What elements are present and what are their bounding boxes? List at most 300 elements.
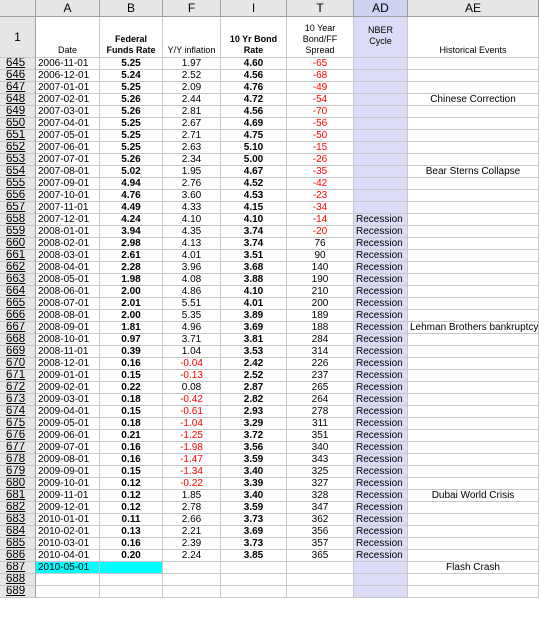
cell-federal-funds-rate[interactable]: 0.15: [100, 370, 163, 382]
cell-spread[interactable]: -70: [287, 106, 354, 118]
cell-historical-event[interactable]: [408, 214, 539, 226]
cell-historical-event[interactable]: Flash Crash: [408, 562, 539, 574]
cell-historical-event[interactable]: [408, 154, 539, 166]
cell-10yr-bond-rate[interactable]: 4.67: [221, 166, 287, 178]
cell-10yr-bond-rate[interactable]: 4.76: [221, 82, 287, 94]
cell-federal-funds-rate[interactable]: 5.26: [100, 94, 163, 106]
cell-historical-event[interactable]: [408, 358, 539, 370]
cell-10yr-bond-rate[interactable]: 3.68: [221, 262, 287, 274]
cell-yy-inflation[interactable]: 5.51: [163, 298, 221, 310]
row-header[interactable]: 675: [0, 418, 36, 430]
header-bond-ff-spread[interactable]: [287, 17, 354, 58]
row-header[interactable]: 646: [0, 70, 36, 82]
cell-yy-inflation[interactable]: 4.13: [163, 238, 221, 250]
header-date[interactable]: Date: [36, 17, 100, 58]
cell-yy-inflation[interactable]: 2.66: [163, 514, 221, 526]
cell-date[interactable]: 2007-09-01: [36, 178, 100, 190]
row-header[interactable]: 659: [0, 226, 36, 238]
cell-date[interactable]: 2007-04-01: [36, 118, 100, 130]
cell-yy-inflation[interactable]: 3.60: [163, 190, 221, 202]
cell-date[interactable]: 2008-10-01: [36, 334, 100, 346]
cell-spread[interactable]: 264: [287, 394, 354, 406]
header-nber-cycle[interactable]: NBER Cycle: [354, 17, 408, 58]
cell-federal-funds-rate[interactable]: 5.26: [100, 154, 163, 166]
row-header[interactable]: 660: [0, 238, 36, 250]
cell-historical-event[interactable]: [408, 466, 539, 478]
cell-historical-event[interactable]: [408, 250, 539, 262]
cell-nber-cycle[interactable]: Recession: [354, 310, 408, 322]
row-header[interactable]: 669: [0, 346, 36, 358]
row-header[interactable]: 687: [0, 562, 36, 574]
cell-date[interactable]: 2009-09-01: [36, 466, 100, 478]
cell-historical-event[interactable]: [408, 142, 539, 154]
cell-historical-event[interactable]: [408, 178, 539, 190]
cell-federal-funds-rate[interactable]: 0.21: [100, 430, 163, 442]
cell-10yr-bond-rate[interactable]: 4.15: [221, 202, 287, 214]
cell-nber-cycle[interactable]: Recession: [354, 490, 408, 502]
cell-yy-inflation[interactable]: -1.47: [163, 454, 221, 466]
row-header[interactable]: 688: [0, 574, 36, 586]
cell-10yr-bond-rate[interactable]: 4.60: [221, 58, 287, 70]
header-yy-inflation[interactable]: Y/Y inflation: [163, 17, 221, 58]
cell-spread[interactable]: [287, 562, 354, 574]
cell-federal-funds-rate[interactable]: 0.16: [100, 538, 163, 550]
row-header[interactable]: 645: [0, 58, 36, 70]
cell-10yr-bond-rate[interactable]: 2.42: [221, 358, 287, 370]
cell-yy-inflation[interactable]: [163, 574, 221, 586]
cell-nber-cycle[interactable]: Recession: [354, 250, 408, 262]
cell-federal-funds-rate[interactable]: 5.26: [100, 106, 163, 118]
cell-spread[interactable]: -23: [287, 190, 354, 202]
cell-nber-cycle[interactable]: Recession: [354, 394, 408, 406]
cell-federal-funds-rate[interactable]: 2.28: [100, 262, 163, 274]
cell-spread[interactable]: -26: [287, 154, 354, 166]
cell-federal-funds-rate[interactable]: 2.00: [100, 286, 163, 298]
cell-nber-cycle[interactable]: Recession: [354, 430, 408, 442]
cell-spread[interactable]: 357: [287, 538, 354, 550]
row-header[interactable]: 673: [0, 394, 36, 406]
column-header-ae[interactable]: AE: [408, 0, 539, 17]
cell-10yr-bond-rate[interactable]: 3.40: [221, 490, 287, 502]
cell-federal-funds-rate[interactable]: 0.11: [100, 514, 163, 526]
cell-nber-cycle[interactable]: [354, 106, 408, 118]
cell-10yr-bond-rate[interactable]: 3.74: [221, 238, 287, 250]
row-header[interactable]: 682: [0, 502, 36, 514]
cell-yy-inflation[interactable]: 4.01: [163, 250, 221, 262]
cell-nber-cycle[interactable]: [354, 562, 408, 574]
cell-spread[interactable]: 311: [287, 418, 354, 430]
cell-nber-cycle[interactable]: [354, 82, 408, 94]
cell-10yr-bond-rate[interactable]: 4.69: [221, 118, 287, 130]
cell-10yr-bond-rate[interactable]: 3.59: [221, 502, 287, 514]
column-header-b[interactable]: B: [100, 0, 163, 17]
cell-date[interactable]: 2007-10-01: [36, 190, 100, 202]
row-header[interactable]: 680: [0, 478, 36, 490]
cell-nber-cycle[interactable]: [354, 130, 408, 142]
cell-10yr-bond-rate[interactable]: 3.72: [221, 430, 287, 442]
cell-federal-funds-rate[interactable]: 4.49: [100, 202, 163, 214]
cell-spread[interactable]: -56: [287, 118, 354, 130]
cell-historical-event[interactable]: [408, 574, 539, 586]
cell-yy-inflation[interactable]: -0.04: [163, 358, 221, 370]
cell-nber-cycle[interactable]: Recession: [354, 262, 408, 274]
cell-yy-inflation[interactable]: 2.44: [163, 94, 221, 106]
cell-spread[interactable]: -35: [287, 166, 354, 178]
cell-federal-funds-rate[interactable]: 2.00: [100, 310, 163, 322]
cell-date[interactable]: 2008-12-01: [36, 358, 100, 370]
row-header[interactable]: 672: [0, 382, 36, 394]
row-header[interactable]: 665: [0, 298, 36, 310]
row-header[interactable]: 648: [0, 94, 36, 106]
cell-federal-funds-rate[interactable]: 0.12: [100, 502, 163, 514]
cell-spread[interactable]: [287, 586, 354, 598]
column-header-a[interactable]: A: [36, 0, 100, 17]
cell-10yr-bond-rate[interactable]: 3.69: [221, 526, 287, 538]
cell-nber-cycle[interactable]: Recession: [354, 418, 408, 430]
cell-10yr-bond-rate[interactable]: [221, 562, 287, 574]
row-header[interactable]: 671: [0, 370, 36, 382]
row-header[interactable]: 668: [0, 334, 36, 346]
cell-yy-inflation[interactable]: -0.42: [163, 394, 221, 406]
cell-federal-funds-rate[interactable]: 4.94: [100, 178, 163, 190]
cell-10yr-bond-rate[interactable]: 3.53: [221, 346, 287, 358]
row-header[interactable]: 664: [0, 286, 36, 298]
row-header[interactable]: 676: [0, 430, 36, 442]
cell-date[interactable]: 2009-08-01: [36, 454, 100, 466]
cell-10yr-bond-rate[interactable]: 5.00: [221, 154, 287, 166]
row-header[interactable]: 679: [0, 466, 36, 478]
cell-nber-cycle[interactable]: [354, 70, 408, 82]
cell-nber-cycle[interactable]: Recession: [354, 526, 408, 538]
cell-yy-inflation[interactable]: 3.96: [163, 262, 221, 274]
cell-spread[interactable]: 356: [287, 526, 354, 538]
cell-10yr-bond-rate[interactable]: 4.53: [221, 190, 287, 202]
cell-federal-funds-rate[interactable]: 3.94: [100, 226, 163, 238]
cell-spread[interactable]: 200: [287, 298, 354, 310]
cell-historical-event[interactable]: [408, 310, 539, 322]
cell-10yr-bond-rate[interactable]: 4.10: [221, 286, 287, 298]
cell-historical-event[interactable]: Chinese Correction: [408, 94, 539, 106]
cell-historical-event[interactable]: [408, 346, 539, 358]
cell-historical-event[interactable]: [408, 586, 539, 598]
cell-spread[interactable]: 314: [287, 346, 354, 358]
cell-federal-funds-rate[interactable]: 4.24: [100, 214, 163, 226]
cell-yy-inflation[interactable]: 2.63: [163, 142, 221, 154]
cell-yy-inflation[interactable]: 0.08: [163, 382, 221, 394]
row-header[interactable]: 686: [0, 550, 36, 562]
cell-spread[interactable]: 226: [287, 358, 354, 370]
cell-10yr-bond-rate[interactable]: 3.73: [221, 538, 287, 550]
cell-spread[interactable]: -54: [287, 94, 354, 106]
cell-date[interactable]: 2008-07-01: [36, 298, 100, 310]
cell-date[interactable]: [36, 586, 100, 598]
cell-federal-funds-rate[interactable]: 2.98: [100, 238, 163, 250]
cell-historical-event[interactable]: [408, 334, 539, 346]
cell-nber-cycle[interactable]: [354, 118, 408, 130]
cell-date[interactable]: 2008-08-01: [36, 310, 100, 322]
cell-yy-inflation[interactable]: -0.22: [163, 478, 221, 490]
cell-yy-inflation[interactable]: -1.04: [163, 418, 221, 430]
cell-spread[interactable]: 284: [287, 334, 354, 346]
cell-spread[interactable]: [287, 574, 354, 586]
cell-nber-cycle[interactable]: Recession: [354, 442, 408, 454]
cell-federal-funds-rate[interactable]: 0.20: [100, 550, 163, 562]
cell-10yr-bond-rate[interactable]: 4.75: [221, 130, 287, 142]
cell-spread[interactable]: 90: [287, 250, 354, 262]
row-header[interactable]: 652: [0, 142, 36, 154]
cell-historical-event[interactable]: [408, 238, 539, 250]
cell-10yr-bond-rate[interactable]: 3.89: [221, 310, 287, 322]
row-header-1[interactable]: 1: [0, 17, 36, 58]
cell-date[interactable]: 2010-03-01: [36, 538, 100, 550]
cell-yy-inflation[interactable]: 1.04: [163, 346, 221, 358]
cell-federal-funds-rate[interactable]: 0.22: [100, 382, 163, 394]
cell-date[interactable]: 2010-02-01: [36, 526, 100, 538]
cell-federal-funds-rate[interactable]: [100, 586, 163, 598]
cell-spread[interactable]: -20: [287, 226, 354, 238]
cell-historical-event[interactable]: [408, 106, 539, 118]
cell-federal-funds-rate[interactable]: 5.25: [100, 130, 163, 142]
cell-federal-funds-rate[interactable]: 0.12: [100, 478, 163, 490]
cell-spread[interactable]: 278: [287, 406, 354, 418]
cell-10yr-bond-rate[interactable]: 4.72: [221, 94, 287, 106]
cell-yy-inflation[interactable]: 4.86: [163, 286, 221, 298]
cell-federal-funds-rate[interactable]: [100, 562, 163, 574]
row-header[interactable]: 677: [0, 442, 36, 454]
cell-federal-funds-rate[interactable]: 5.25: [100, 58, 163, 70]
cell-federal-funds-rate[interactable]: 0.18: [100, 418, 163, 430]
cell-spread[interactable]: 189: [287, 310, 354, 322]
cell-nber-cycle[interactable]: [354, 142, 408, 154]
cell-nber-cycle[interactable]: [354, 202, 408, 214]
cell-date[interactable]: 2007-03-01: [36, 106, 100, 118]
cell-federal-funds-rate[interactable]: [100, 574, 163, 586]
cell-yy-inflation[interactable]: 1.95: [163, 166, 221, 178]
cell-historical-event[interactable]: [408, 418, 539, 430]
column-header-f[interactable]: F: [163, 0, 221, 17]
cell-historical-event[interactable]: [408, 118, 539, 130]
cell-nber-cycle[interactable]: Recession: [354, 274, 408, 286]
cell-yy-inflation[interactable]: 3.71: [163, 334, 221, 346]
row-header[interactable]: 658: [0, 214, 36, 226]
cell-10yr-bond-rate[interactable]: 2.87: [221, 382, 287, 394]
cell-historical-event[interactable]: [408, 70, 539, 82]
header-historical-events[interactable]: Historical Events: [408, 17, 539, 58]
row-header[interactable]: 667: [0, 322, 36, 334]
cell-10yr-bond-rate[interactable]: 3.85: [221, 550, 287, 562]
cell-federal-funds-rate[interactable]: 2.61: [100, 250, 163, 262]
row-header[interactable]: 653: [0, 154, 36, 166]
cell-nber-cycle[interactable]: Recession: [354, 478, 408, 490]
cell-10yr-bond-rate[interactable]: 3.51: [221, 250, 287, 262]
cell-yy-inflation[interactable]: 4.10: [163, 214, 221, 226]
cell-date[interactable]: 2009-12-01: [36, 502, 100, 514]
row-header[interactable]: 647: [0, 82, 36, 94]
cell-historical-event[interactable]: [408, 430, 539, 442]
row-header[interactable]: 681: [0, 490, 36, 502]
cell-spread[interactable]: 188: [287, 322, 354, 334]
cell-federal-funds-rate[interactable]: 0.16: [100, 358, 163, 370]
cell-historical-event[interactable]: [408, 502, 539, 514]
row-header[interactable]: 670: [0, 358, 36, 370]
cell-historical-event[interactable]: [408, 550, 539, 562]
cell-nber-cycle[interactable]: Recession: [354, 238, 408, 250]
cell-yy-inflation[interactable]: 2.76: [163, 178, 221, 190]
cell-date[interactable]: 2008-05-01: [36, 274, 100, 286]
row-header[interactable]: 666: [0, 310, 36, 322]
cell-historical-event[interactable]: [408, 514, 539, 526]
cell-historical-event[interactable]: [408, 130, 539, 142]
cell-federal-funds-rate[interactable]: 0.39: [100, 346, 163, 358]
cell-nber-cycle[interactable]: Recession: [354, 502, 408, 514]
cell-date[interactable]: 2009-05-01: [36, 418, 100, 430]
cell-yy-inflation[interactable]: 2.09: [163, 82, 221, 94]
cell-historical-event[interactable]: [408, 370, 539, 382]
cell-yy-inflation[interactable]: 1.85: [163, 490, 221, 502]
cell-nber-cycle[interactable]: [354, 586, 408, 598]
cell-yy-inflation[interactable]: [163, 562, 221, 574]
cell-date[interactable]: 2008-06-01: [36, 286, 100, 298]
cell-nber-cycle[interactable]: [354, 190, 408, 202]
cell-date[interactable]: 2007-02-01: [36, 94, 100, 106]
cell-date[interactable]: 2009-01-01: [36, 370, 100, 382]
row-header[interactable]: 674: [0, 406, 36, 418]
cell-date[interactable]: 2006-12-01: [36, 70, 100, 82]
cell-federal-funds-rate[interactable]: 5.25: [100, 118, 163, 130]
cell-historical-event[interactable]: Bear Sterns Collapse: [408, 166, 539, 178]
cell-historical-event[interactable]: Lehman Brothers bankruptcy: [410, 322, 539, 333]
cell-nber-cycle[interactable]: Recession: [354, 514, 408, 526]
cell-spread[interactable]: -42: [287, 178, 354, 190]
cell-historical-event[interactable]: [408, 442, 539, 454]
cell-spread[interactable]: -50: [287, 130, 354, 142]
cell-nber-cycle[interactable]: Recession: [354, 538, 408, 550]
cell-yy-inflation[interactable]: -1.98: [163, 442, 221, 454]
cell-federal-funds-rate[interactable]: 5.25: [100, 142, 163, 154]
cell-yy-inflation[interactable]: 2.34: [163, 154, 221, 166]
cell-historical-event[interactable]: [408, 286, 539, 298]
cell-nber-cycle[interactable]: Recession: [354, 406, 408, 418]
cell-10yr-bond-rate[interactable]: 3.59: [221, 454, 287, 466]
header-federal-funds-rate[interactable]: Federal Funds Rate: [100, 17, 163, 58]
cell-nber-cycle[interactable]: [354, 154, 408, 166]
cell-date[interactable]: 2007-08-01: [36, 166, 100, 178]
cell-nber-cycle[interactable]: Recession: [354, 298, 408, 310]
row-header[interactable]: 655: [0, 178, 36, 190]
cell-federal-funds-rate[interactable]: 5.02: [100, 166, 163, 178]
cell-yy-inflation[interactable]: 2.78: [163, 502, 221, 514]
cell-yy-inflation[interactable]: 4.35: [163, 226, 221, 238]
cell-historical-event[interactable]: [408, 58, 539, 70]
cell-historical-event[interactable]: [408, 394, 539, 406]
cell-nber-cycle[interactable]: [354, 574, 408, 586]
cell-yy-inflation[interactable]: 2.39: [163, 538, 221, 550]
cell-date[interactable]: 2007-05-01: [36, 130, 100, 142]
row-header[interactable]: 678: [0, 454, 36, 466]
cell-federal-funds-rate[interactable]: 1.81: [100, 322, 163, 334]
cell-10yr-bond-rate[interactable]: [221, 586, 287, 598]
cell-federal-funds-rate[interactable]: 5.25: [100, 82, 163, 94]
cell-yy-inflation[interactable]: 2.24: [163, 550, 221, 562]
row-header[interactable]: 649: [0, 106, 36, 118]
cell-nber-cycle[interactable]: Recession: [354, 454, 408, 466]
cell-federal-funds-rate[interactable]: 2.01: [100, 298, 163, 310]
cell-10yr-bond-rate[interactable]: 3.73: [221, 514, 287, 526]
column-header-ad[interactable]: AD: [354, 0, 408, 17]
cell-spread[interactable]: 328: [287, 490, 354, 502]
cell-date[interactable]: 2006-11-01: [36, 58, 100, 70]
cell-date[interactable]: 2009-06-01: [36, 430, 100, 442]
cell-nber-cycle[interactable]: Recession: [354, 214, 408, 226]
cell-10yr-bond-rate[interactable]: 3.39: [221, 478, 287, 490]
column-header-i[interactable]: I: [221, 0, 287, 17]
cell-spread[interactable]: -68: [287, 70, 354, 82]
cell-nber-cycle[interactable]: Recession: [354, 370, 408, 382]
cell-spread[interactable]: 343: [287, 454, 354, 466]
cell-nber-cycle[interactable]: Recession: [354, 466, 408, 478]
cell-spread[interactable]: -34: [287, 202, 354, 214]
cell-federal-funds-rate[interactable]: 1.98: [100, 274, 163, 286]
row-header[interactable]: 683: [0, 514, 36, 526]
cell-date[interactable]: [36, 574, 100, 586]
row-header[interactable]: 650: [0, 118, 36, 130]
row-header[interactable]: 662: [0, 262, 36, 274]
cell-10yr-bond-rate[interactable]: 5.10: [221, 142, 287, 154]
cell-date[interactable]: 2008-11-01: [36, 346, 100, 358]
column-header-t[interactable]: T: [287, 0, 354, 17]
cell-nber-cycle[interactable]: Recession: [354, 286, 408, 298]
cell-yy-inflation[interactable]: 2.67: [163, 118, 221, 130]
cell-yy-inflation[interactable]: -1.25: [163, 430, 221, 442]
cell-historical-event[interactable]: [408, 262, 539, 274]
cell-10yr-bond-rate[interactable]: 4.56: [221, 70, 287, 82]
cell-10yr-bond-rate[interactable]: 3.29: [221, 418, 287, 430]
row-header[interactable]: 657: [0, 202, 36, 214]
cell-date[interactable]: 2008-03-01: [36, 250, 100, 262]
cell-spread[interactable]: 365: [287, 550, 354, 562]
cell-federal-funds-rate[interactable]: 0.18: [100, 394, 163, 406]
cell-10yr-bond-rate[interactable]: 4.10: [221, 214, 287, 226]
cell-10yr-bond-rate[interactable]: 3.81: [221, 334, 287, 346]
cell-federal-funds-rate[interactable]: 5.24: [100, 70, 163, 82]
cell-nber-cycle[interactable]: [354, 94, 408, 106]
cell-yy-inflation[interactable]: -0.13: [163, 370, 221, 382]
cell-spread[interactable]: 237: [287, 370, 354, 382]
cell-date[interactable]: 2007-01-01: [36, 82, 100, 94]
cell-spread[interactable]: 325: [287, 466, 354, 478]
cell-nber-cycle[interactable]: [354, 58, 408, 70]
row-header[interactable]: 663: [0, 274, 36, 286]
cell-10yr-bond-rate[interactable]: 3.40: [221, 466, 287, 478]
cell-10yr-bond-rate[interactable]: 3.69: [221, 322, 287, 334]
cell-spread[interactable]: -14: [287, 214, 354, 226]
cell-historical-event[interactable]: [408, 202, 539, 214]
cell-spread[interactable]: 351: [287, 430, 354, 442]
cell-federal-funds-rate[interactable]: 0.16: [100, 454, 163, 466]
cell-nber-cycle[interactable]: Recession: [354, 346, 408, 358]
cell-yy-inflation[interactable]: [163, 586, 221, 598]
cell-date[interactable]: 2009-07-01: [36, 442, 100, 454]
cell-nber-cycle[interactable]: [354, 166, 408, 178]
cell-spread[interactable]: 140: [287, 262, 354, 274]
row-header[interactable]: 684: [0, 526, 36, 538]
cell-spread[interactable]: 327: [287, 478, 354, 490]
cell-yy-inflation[interactable]: 2.81: [163, 106, 221, 118]
cell-nber-cycle[interactable]: Recession: [354, 550, 408, 562]
cell-10yr-bond-rate[interactable]: [221, 574, 287, 586]
row-header[interactable]: 651: [0, 130, 36, 142]
cell-federal-funds-rate[interactable]: 0.15: [100, 406, 163, 418]
